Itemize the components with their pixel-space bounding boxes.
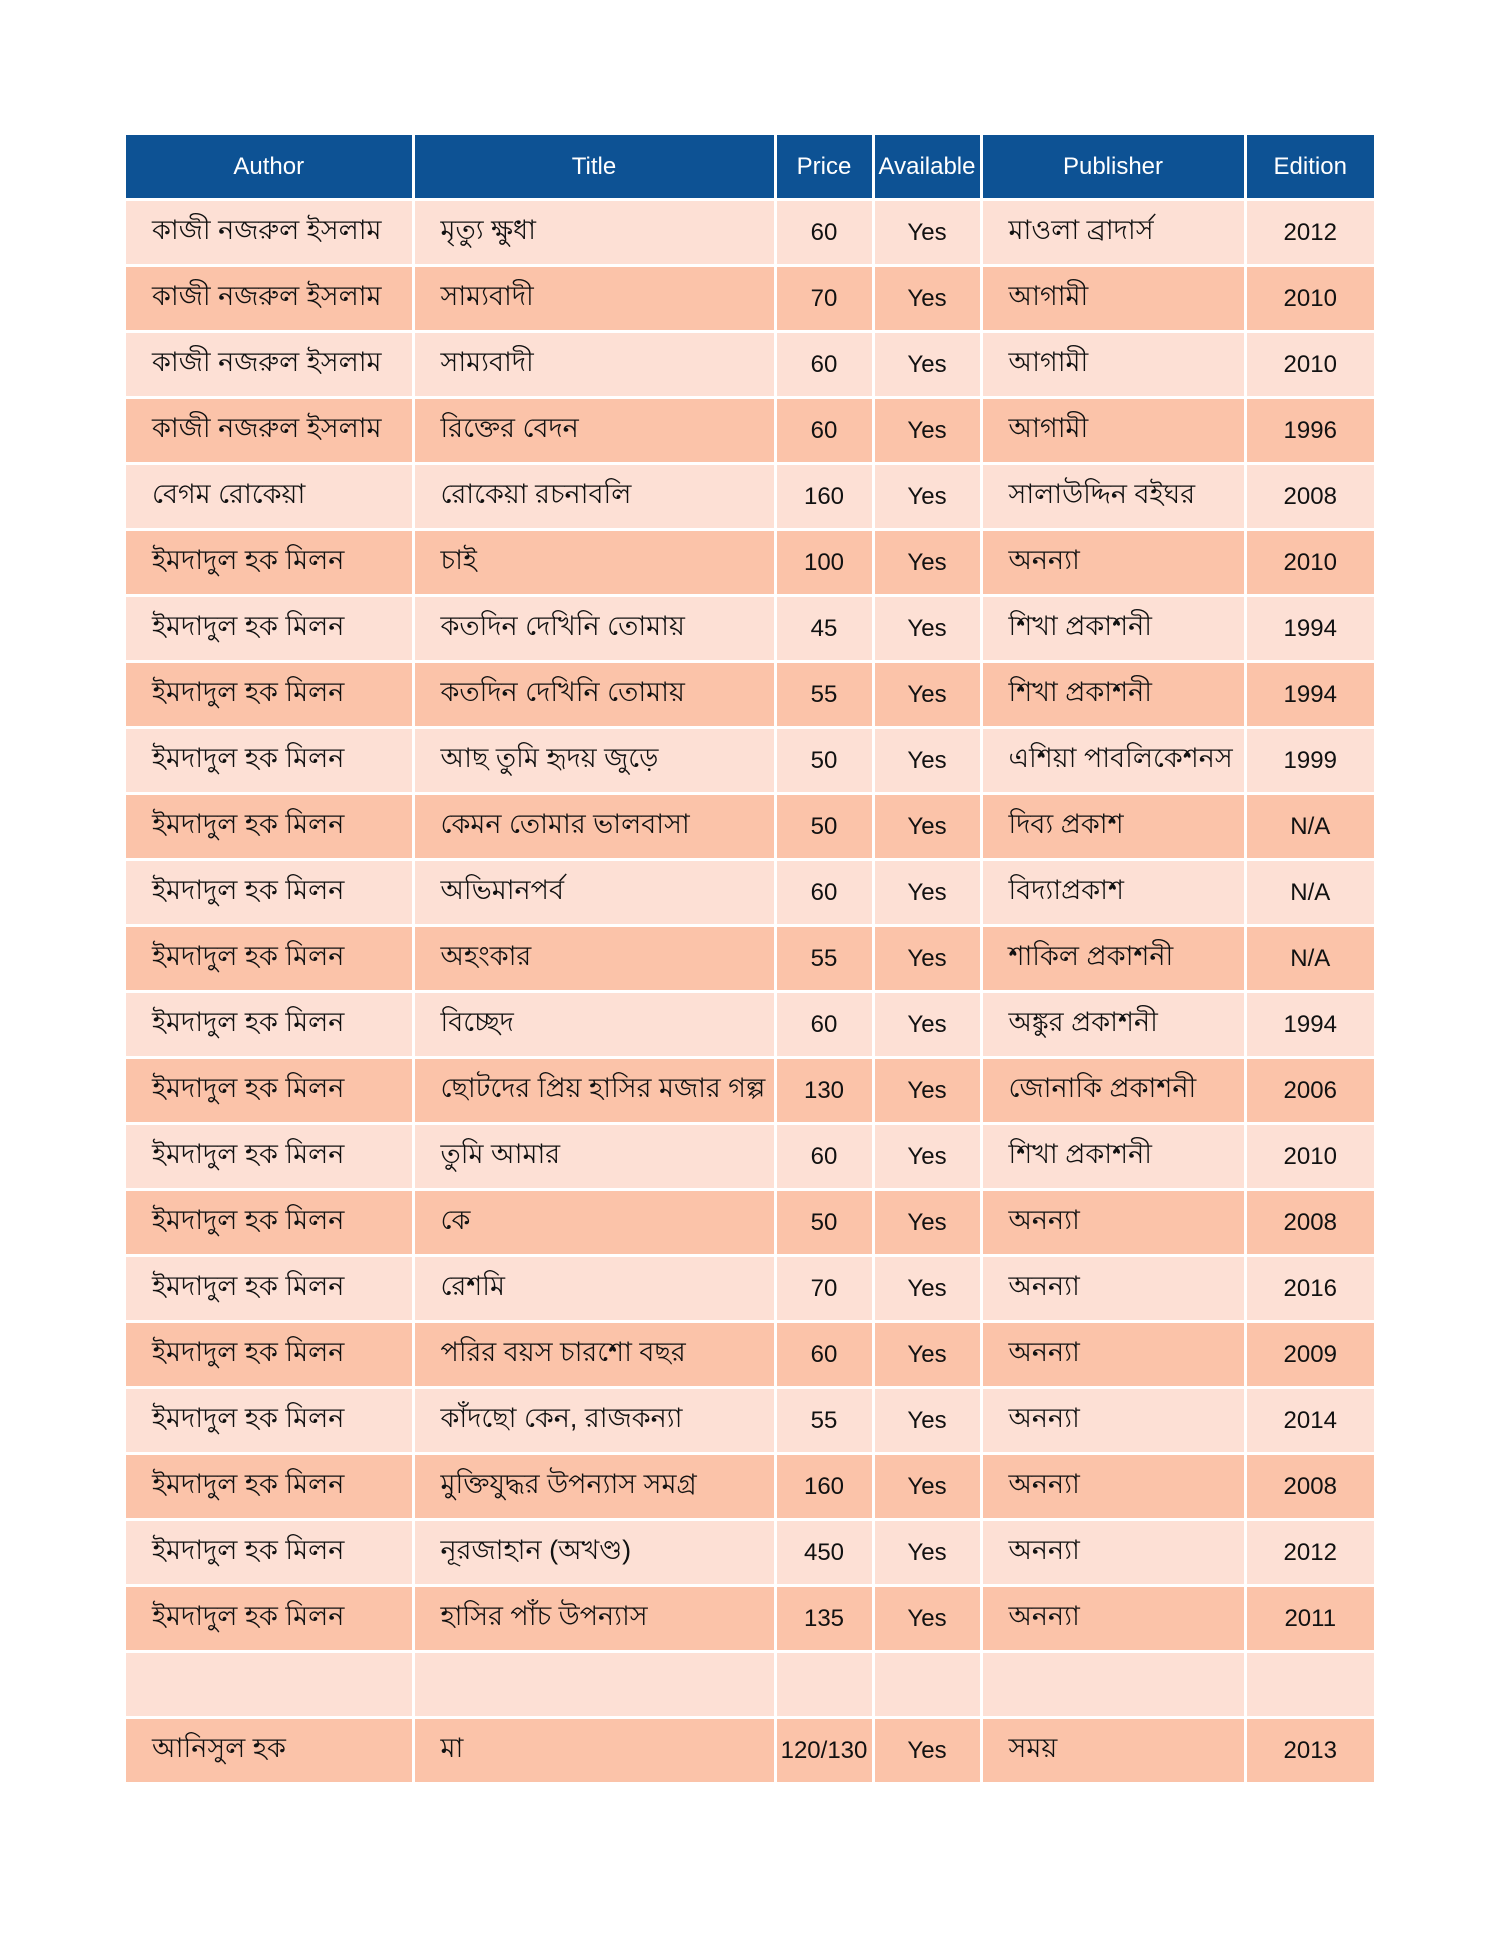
cell-edition: 2008 [1245, 1454, 1374, 1520]
cell-available: Yes [873, 1454, 981, 1520]
table-row [126, 200, 1374, 266]
cell-author: ইমদাদুল হক মিলন [126, 1520, 413, 1586]
cell-publisher: অনন্যা [981, 1586, 1245, 1652]
table-row [126, 464, 1374, 530]
header-price[interactable]: Price [775, 135, 873, 200]
cell-edition: 2014 [1245, 1388, 1374, 1454]
cell-price: 135 [775, 1586, 873, 1652]
cell-author: ইমদাদুল হক মিলন [126, 1388, 413, 1454]
cell-author: ইমদাদুল হক মিলন [126, 530, 413, 596]
cell-edition: 1994 [1245, 662, 1374, 728]
cell-edition: 2010 [1245, 530, 1374, 596]
cell-title: রিক্তের বেদন [413, 398, 775, 464]
cell-available: Yes [873, 992, 981, 1058]
cell-author: ইমদাদুল হক মিলন [126, 1256, 413, 1322]
cell-price: 60 [775, 1322, 873, 1388]
cell-price: 450 [775, 1520, 873, 1586]
cell-available: Yes [873, 332, 981, 398]
cell-publisher: অনন্যা [981, 530, 1245, 596]
cell-title: কতদিন দেখিনি তোমায় [413, 662, 775, 728]
cell-available [873, 1652, 981, 1718]
cell-author: কাজী নজরুল ইসলাম [126, 200, 413, 266]
cell-author: ইমদাদুল হক মিলন [126, 662, 413, 728]
cell-publisher [981, 1652, 1245, 1718]
cell-price: 60 [775, 1124, 873, 1190]
cell-edition: 1994 [1245, 992, 1374, 1058]
header-edition[interactable]: Edition [1245, 135, 1374, 200]
header-publisher[interactable]: Publisher [981, 135, 1245, 200]
cell-publisher: অনন্যা [981, 1190, 1245, 1256]
cell-price: 60 [775, 398, 873, 464]
cell-title: মুক্তিযুদ্ধর উপন্যাস সমগ্র [413, 1454, 775, 1520]
cell-available: Yes [873, 728, 981, 794]
table-row [126, 1586, 1374, 1652]
cell-title: পরির বয়স চারশো বছর [413, 1322, 775, 1388]
cell-title: রোকেয়া রচনাবলি [413, 464, 775, 530]
cell-author: ইমদাদুল হক মিলন [126, 1058, 413, 1124]
cell-available: Yes [873, 1322, 981, 1388]
cell-title: চাই [413, 530, 775, 596]
cell-publisher: আগামী [981, 398, 1245, 464]
cell-publisher: অনন্যা [981, 1322, 1245, 1388]
cell-publisher: অনন্যা [981, 1520, 1245, 1586]
cell-price: 55 [775, 1388, 873, 1454]
cell-available: Yes [873, 464, 981, 530]
cell-title: তুমি আমার [413, 1124, 775, 1190]
cell-price: 50 [775, 794, 873, 860]
table-row [126, 1124, 1374, 1190]
cell-title: মৃত্যু ক্ষুধা [413, 200, 775, 266]
cell-author: আনিসুল হক [126, 1718, 413, 1784]
table-row [126, 1388, 1374, 1454]
cell-edition [1245, 1652, 1374, 1718]
table-row [126, 926, 1374, 992]
cell-edition: 2006 [1245, 1058, 1374, 1124]
cell-price: 45 [775, 596, 873, 662]
cell-author: বেগম রোকেয়া [126, 464, 413, 530]
cell-price: 70 [775, 266, 873, 332]
table-row [126, 332, 1374, 398]
cell-price: 55 [775, 662, 873, 728]
table-row [126, 728, 1374, 794]
table-row [126, 530, 1374, 596]
cell-publisher: শিখা প্রকাশনী [981, 596, 1245, 662]
cell-available: Yes [873, 1190, 981, 1256]
cell-edition: 2012 [1245, 1520, 1374, 1586]
cell-publisher: অনন্যা [981, 1388, 1245, 1454]
cell-available: Yes [873, 662, 981, 728]
cell-author: ইমদাদুল হক মিলন [126, 728, 413, 794]
cell-author: কাজী নজরুল ইসলাম [126, 332, 413, 398]
cell-price: 60 [775, 332, 873, 398]
cell-author: ইমদাদুল হক মিলন [126, 860, 413, 926]
cell-edition: 1994 [1245, 596, 1374, 662]
cell-title: অভিমানপর্ব [413, 860, 775, 926]
cell-edition: 2010 [1245, 266, 1374, 332]
cell-publisher: এশিয়া পাবলিকেশনস [981, 728, 1245, 794]
cell-available: Yes [873, 926, 981, 992]
table-row [126, 1520, 1374, 1586]
cell-edition: 1996 [1245, 398, 1374, 464]
cell-available: Yes [873, 1586, 981, 1652]
cell-author: ইমদাদুল হক মিলন [126, 596, 413, 662]
cell-price: 60 [775, 200, 873, 266]
table-row [126, 1652, 1374, 1718]
cell-available: Yes [873, 1124, 981, 1190]
cell-author: ইমদাদুল হক মিলন [126, 1124, 413, 1190]
cell-publisher: আগামী [981, 266, 1245, 332]
cell-price [775, 1652, 873, 1718]
cell-available: Yes [873, 200, 981, 266]
cell-available: Yes [873, 794, 981, 860]
cell-author: ইমদাদুল হক মিলন [126, 926, 413, 992]
cell-title: কাঁদছো কেন, রাজকন্যা [413, 1388, 775, 1454]
cell-edition: N/A [1245, 926, 1374, 992]
cell-publisher: শিখা প্রকাশনী [981, 1124, 1245, 1190]
cell-title: আছ তুমি হৃদয় জুড়ে [413, 728, 775, 794]
header-row [126, 135, 1374, 200]
cell-publisher: দিব্য প্রকাশ [981, 794, 1245, 860]
cell-author: ইমদাদুল হক মিলন [126, 992, 413, 1058]
cell-edition: N/A [1245, 794, 1374, 860]
header-available[interactable]: Available [873, 135, 981, 200]
cell-price: 50 [775, 1190, 873, 1256]
table-row [126, 1190, 1374, 1256]
table-row [126, 596, 1374, 662]
cell-publisher: অঙ্কুর প্রকাশনী [981, 992, 1245, 1058]
cell-publisher: শিখা প্রকাশনী [981, 662, 1245, 728]
cell-title: সাম্যবাদী [413, 332, 775, 398]
cell-title: হাসির পাঁচ উপন্যাস [413, 1586, 775, 1652]
cell-price: 100 [775, 530, 873, 596]
cell-edition: 2012 [1245, 200, 1374, 266]
table-row [126, 1718, 1374, 1784]
cell-title: অহংকার [413, 926, 775, 992]
cell-edition: 2011 [1245, 1586, 1374, 1652]
cell-publisher: বিদ্যাপ্রকাশ [981, 860, 1245, 926]
cell-publisher: শাকিল প্রকাশনী [981, 926, 1245, 992]
cell-edition: 2010 [1245, 332, 1374, 398]
cell-price: 160 [775, 1454, 873, 1520]
cell-title: সাম্যবাদী [413, 266, 775, 332]
cell-publisher: অনন্যা [981, 1256, 1245, 1322]
table-row [126, 398, 1374, 464]
cell-author: ইমদাদুল হক মিলন [126, 1322, 413, 1388]
cell-title: মা [413, 1718, 775, 1784]
cell-publisher: সময় [981, 1718, 1245, 1784]
table-row [126, 1256, 1374, 1322]
cell-edition: N/A [1245, 860, 1374, 926]
cell-author [126, 1652, 413, 1718]
cell-author: ইমদাদুল হক মিলন [126, 1190, 413, 1256]
cell-price: 60 [775, 992, 873, 1058]
cell-available: Yes [873, 530, 981, 596]
table-row [126, 860, 1374, 926]
cell-edition: 2008 [1245, 1190, 1374, 1256]
header-title[interactable]: Title [413, 135, 775, 200]
table-row [126, 794, 1374, 860]
cell-publisher: মাওলা ব্রাদার্স [981, 200, 1245, 266]
cell-title: কতদিন দেখিনি তোমায় [413, 596, 775, 662]
table-row [126, 662, 1374, 728]
cell-title: কে [413, 1190, 775, 1256]
cell-edition: 2013 [1245, 1718, 1374, 1784]
cell-price: 120/130 [775, 1718, 873, 1784]
cell-title: নূরজাহান (অখণ্ড) [413, 1520, 775, 1586]
table-row [126, 1058, 1374, 1124]
cell-price: 130 [775, 1058, 873, 1124]
cell-available: Yes [873, 1256, 981, 1322]
cell-available: Yes [873, 398, 981, 464]
cell-title: বিচ্ছেদ [413, 992, 775, 1058]
table-row [126, 992, 1374, 1058]
header-author[interactable]: Author [126, 135, 413, 200]
cell-available: Yes [873, 860, 981, 926]
cell-author: ইমদাদুল হক মিলন [126, 1454, 413, 1520]
cell-publisher: আগামী [981, 332, 1245, 398]
books-table [126, 135, 1374, 1785]
cell-title: কেমন তোমার ভালবাসা [413, 794, 775, 860]
cell-edition: 2010 [1245, 1124, 1374, 1190]
cell-title: ছোটদের প্রিয় হাসির মজার গল্প [413, 1058, 775, 1124]
cell-edition: 2008 [1245, 464, 1374, 530]
cell-available: Yes [873, 1718, 981, 1784]
cell-publisher: জোনাকি প্রকাশনী [981, 1058, 1245, 1124]
cell-price: 55 [775, 926, 873, 992]
cell-available: Yes [873, 1388, 981, 1454]
cell-title [413, 1652, 775, 1718]
cell-available: Yes [873, 596, 981, 662]
cell-edition: 2009 [1245, 1322, 1374, 1388]
cell-publisher: সালাউদ্দিন বইঘর [981, 464, 1245, 530]
cell-price: 50 [775, 728, 873, 794]
cell-available: Yes [873, 1520, 981, 1586]
cell-author: কাজী নজরুল ইসলাম [126, 266, 413, 332]
cell-author: ইমদাদুল হক মিলন [126, 794, 413, 860]
cell-price: 160 [775, 464, 873, 530]
cell-available: Yes [873, 266, 981, 332]
cell-available: Yes [873, 1058, 981, 1124]
cell-author: কাজী নজরুল ইসলাম [126, 398, 413, 464]
cell-price: 60 [775, 860, 873, 926]
table-row [126, 1322, 1374, 1388]
cell-price: 70 [775, 1256, 873, 1322]
cell-author: ইমদাদুল হক মিলন [126, 1586, 413, 1652]
cell-edition: 2016 [1245, 1256, 1374, 1322]
table-row [126, 1454, 1374, 1520]
cell-title: রেশমি [413, 1256, 775, 1322]
cell-publisher: অনন্যা [981, 1454, 1245, 1520]
cell-edition: 1999 [1245, 728, 1374, 794]
table-row [126, 266, 1374, 332]
